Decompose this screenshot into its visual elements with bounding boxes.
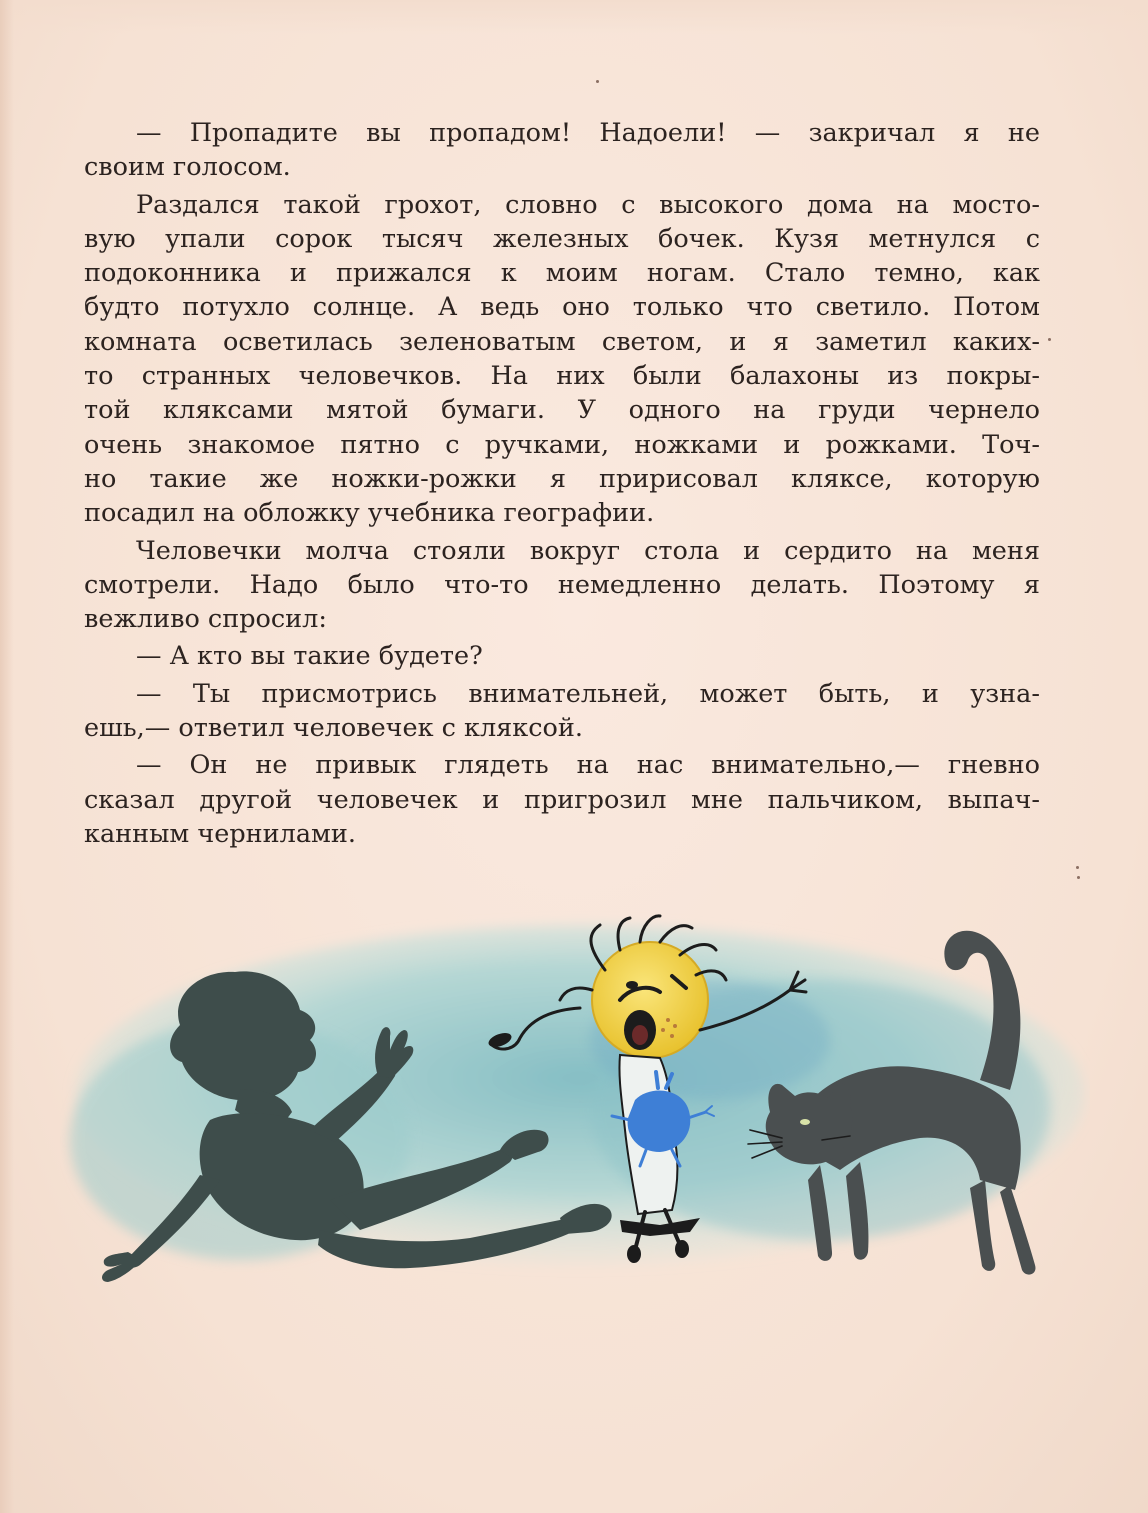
text-line: той кляксами мятой бумаги. У одного на груди чернело [84,395,1040,426]
text-line: своим голосом. [84,152,291,183]
page-speck [1076,866,1079,869]
text-line: Раздался такой грохот, словно с высокого дома на мосто- [136,189,1040,220]
paragraph-5 [84,677,1040,746]
text-line: будто потухло солнце. А ведь оно только что светило. Потом [84,292,1040,323]
paragraph-4 [84,639,1040,673]
text-line: Человечки молча стояли вокруг стола и сердито на меня [136,535,1040,566]
paragraph-3 [84,534,1040,637]
illustration-svg [60,880,1090,1360]
text-line: вую упали сорок тысяч железных бочек. Кузя метнулся с [84,223,1040,254]
page-speck [596,80,599,83]
text-line: комната осветилась зеленоватым светом, и я заметил каких- [84,326,1040,357]
page-speck [1077,876,1080,879]
text-line: — Он не привык глядеть на нас внимательно,— гневно [136,750,1040,781]
text-line: ешь,— ответил человечек с кляксой. [84,713,583,744]
text-line: вежливо спросил: [84,604,327,635]
text-line: — Пропадите вы пропадом! Надоели! — закричал я не [136,118,1040,148]
text-line: подоконника и прижался к моим ногам. Стало темно, как [84,258,1040,289]
text-line: то странных человечков. На них были балахоны из покры- [84,361,1040,392]
text-line: очень знакомое пятно с ручками, ножками и рожками. Точ- [84,429,1040,460]
text-line: — Ты присмотрись внимательней, может быть, и узна- [136,678,1040,709]
text-line: канным чернилами. [84,818,356,849]
paragraph-6 [84,748,1040,851]
cat-eye [800,1119,810,1125]
story-illustration [60,880,1090,1360]
page-top-shadow [0,0,1148,34]
paragraph-2 [84,188,1040,531]
text-line: — А кто вы такие будете? [136,641,483,672]
text-line: сказал другой человечек и пригрозил мне пальчиком, выпач- [84,784,1040,815]
text-line: смотрели. Надо было что-то немедленно делать. Поэтому я [84,569,1040,600]
page-speck [1048,338,1051,341]
text-line: но такие же ножки-рожки я пририсовал кляксе, которую [84,463,1040,494]
text-line: посадил на обложку учебника географии. [84,498,655,529]
story-text [84,116,1040,854]
page-left-shadow [0,0,14,1513]
paragraph-1 [84,116,1040,185]
